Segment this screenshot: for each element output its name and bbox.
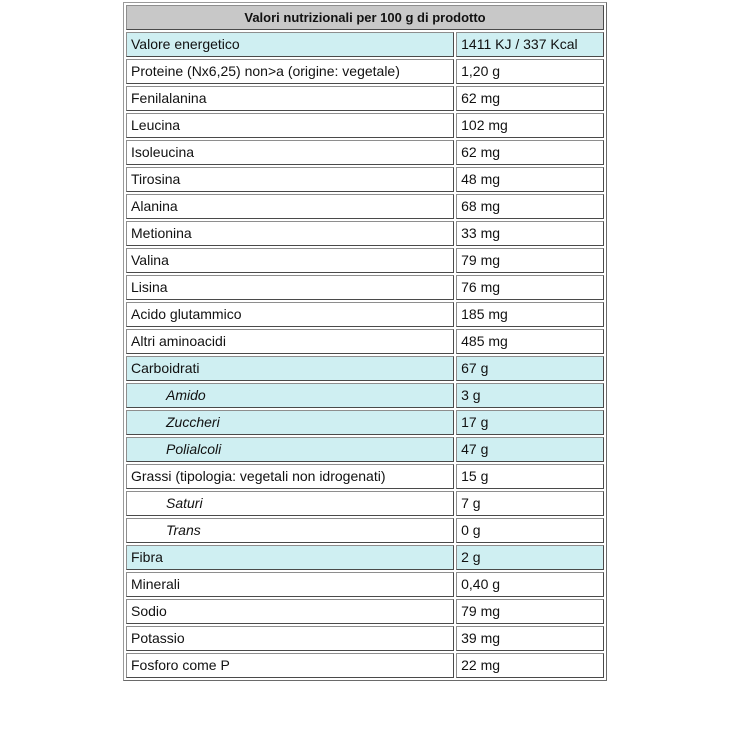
nutrient-value: 67 g bbox=[456, 356, 604, 381]
nutrient-label: Trans bbox=[126, 518, 454, 543]
nutrient-value: 62 mg bbox=[456, 140, 604, 165]
table-row bbox=[126, 221, 604, 246]
nutrient-label: Fosforo come P bbox=[126, 653, 454, 678]
nutrient-label: Fibra bbox=[126, 545, 454, 570]
nutrition-table bbox=[123, 2, 607, 681]
nutrient-label: Isoleucina bbox=[126, 140, 454, 165]
nutrient-value: 33 mg bbox=[456, 221, 604, 246]
table-row bbox=[126, 113, 604, 138]
nutrient-label: Saturi bbox=[126, 491, 454, 516]
nutrient-label: Metionina bbox=[126, 221, 454, 246]
nutrient-label: Tirosina bbox=[126, 167, 454, 192]
nutrient-value: 0 g bbox=[456, 518, 604, 543]
nutrient-label: Sodio bbox=[126, 599, 454, 624]
table-row bbox=[126, 653, 604, 678]
nutrient-value: 185 mg bbox=[456, 302, 604, 327]
nutrient-label: Altri aminoacidi bbox=[126, 329, 454, 354]
nutrient-value: 0,40 g bbox=[456, 572, 604, 597]
nutrient-value: 1,20 g bbox=[456, 59, 604, 84]
table-row bbox=[126, 140, 604, 165]
table-header-row bbox=[126, 5, 604, 30]
table-row bbox=[126, 572, 604, 597]
table-row bbox=[126, 86, 604, 111]
nutrient-value: 68 mg bbox=[456, 194, 604, 219]
table-row bbox=[126, 437, 604, 462]
nutrient-value: 62 mg bbox=[456, 86, 604, 111]
nutrient-value: 79 mg bbox=[456, 599, 604, 624]
table-row bbox=[126, 194, 604, 219]
nutrient-value: 102 mg bbox=[456, 113, 604, 138]
nutrient-value: 17 g bbox=[456, 410, 604, 435]
nutrient-value: 485 mg bbox=[456, 329, 604, 354]
nutrient-label: Zuccheri bbox=[126, 410, 454, 435]
nutrient-label: Grassi (tipologia: vegetali non idrogenati) bbox=[126, 464, 454, 489]
table-row bbox=[126, 518, 604, 543]
table-row bbox=[126, 491, 604, 516]
nutrient-value: 15 g bbox=[456, 464, 604, 489]
table-row bbox=[126, 329, 604, 354]
nutrient-label: Leucina bbox=[126, 113, 454, 138]
nutrient-label: Lisina bbox=[126, 275, 454, 300]
nutrient-value: 39 mg bbox=[456, 626, 604, 651]
nutrient-label: Carboidrati bbox=[126, 356, 454, 381]
table-row bbox=[126, 275, 604, 300]
table-row bbox=[126, 59, 604, 84]
table-title: Valori nutrizionali per 100 g di prodotto bbox=[126, 5, 604, 30]
nutrient-label: Polialcoli bbox=[126, 437, 454, 462]
nutrient-value: 22 mg bbox=[456, 653, 604, 678]
nutrient-label: Potassio bbox=[126, 626, 454, 651]
table-row bbox=[126, 383, 604, 408]
table-row bbox=[126, 410, 604, 435]
table-row bbox=[126, 626, 604, 651]
nutrient-value: 48 mg bbox=[456, 167, 604, 192]
table-row bbox=[126, 32, 604, 57]
table-row bbox=[126, 167, 604, 192]
nutrient-value: 2 g bbox=[456, 545, 604, 570]
nutrient-label: Alanina bbox=[126, 194, 454, 219]
nutrient-label: Amido bbox=[126, 383, 454, 408]
nutrient-value: 3 g bbox=[456, 383, 604, 408]
nutrient-value: 76 mg bbox=[456, 275, 604, 300]
table-row bbox=[126, 356, 604, 381]
nutrient-label: Valore energetico bbox=[126, 32, 454, 57]
nutrient-label: Proteine (Nx6,25) non>a (origine: vegetale) bbox=[126, 59, 454, 84]
nutrient-label: Valina bbox=[126, 248, 454, 273]
table-row bbox=[126, 248, 604, 273]
table-row bbox=[126, 545, 604, 570]
nutrient-label: Minerali bbox=[126, 572, 454, 597]
nutrient-label: Fenilalanina bbox=[126, 86, 454, 111]
nutrient-value: 47 g bbox=[456, 437, 604, 462]
table-row bbox=[126, 464, 604, 489]
nutrient-label: Acido glutammico bbox=[126, 302, 454, 327]
table-row bbox=[126, 599, 604, 624]
nutrient-value: 7 g bbox=[456, 491, 604, 516]
table-body bbox=[126, 32, 604, 678]
nutrient-value: 79 mg bbox=[456, 248, 604, 273]
nutrient-value: 1411 KJ / 337 Kcal bbox=[456, 32, 604, 57]
table-row bbox=[126, 302, 604, 327]
